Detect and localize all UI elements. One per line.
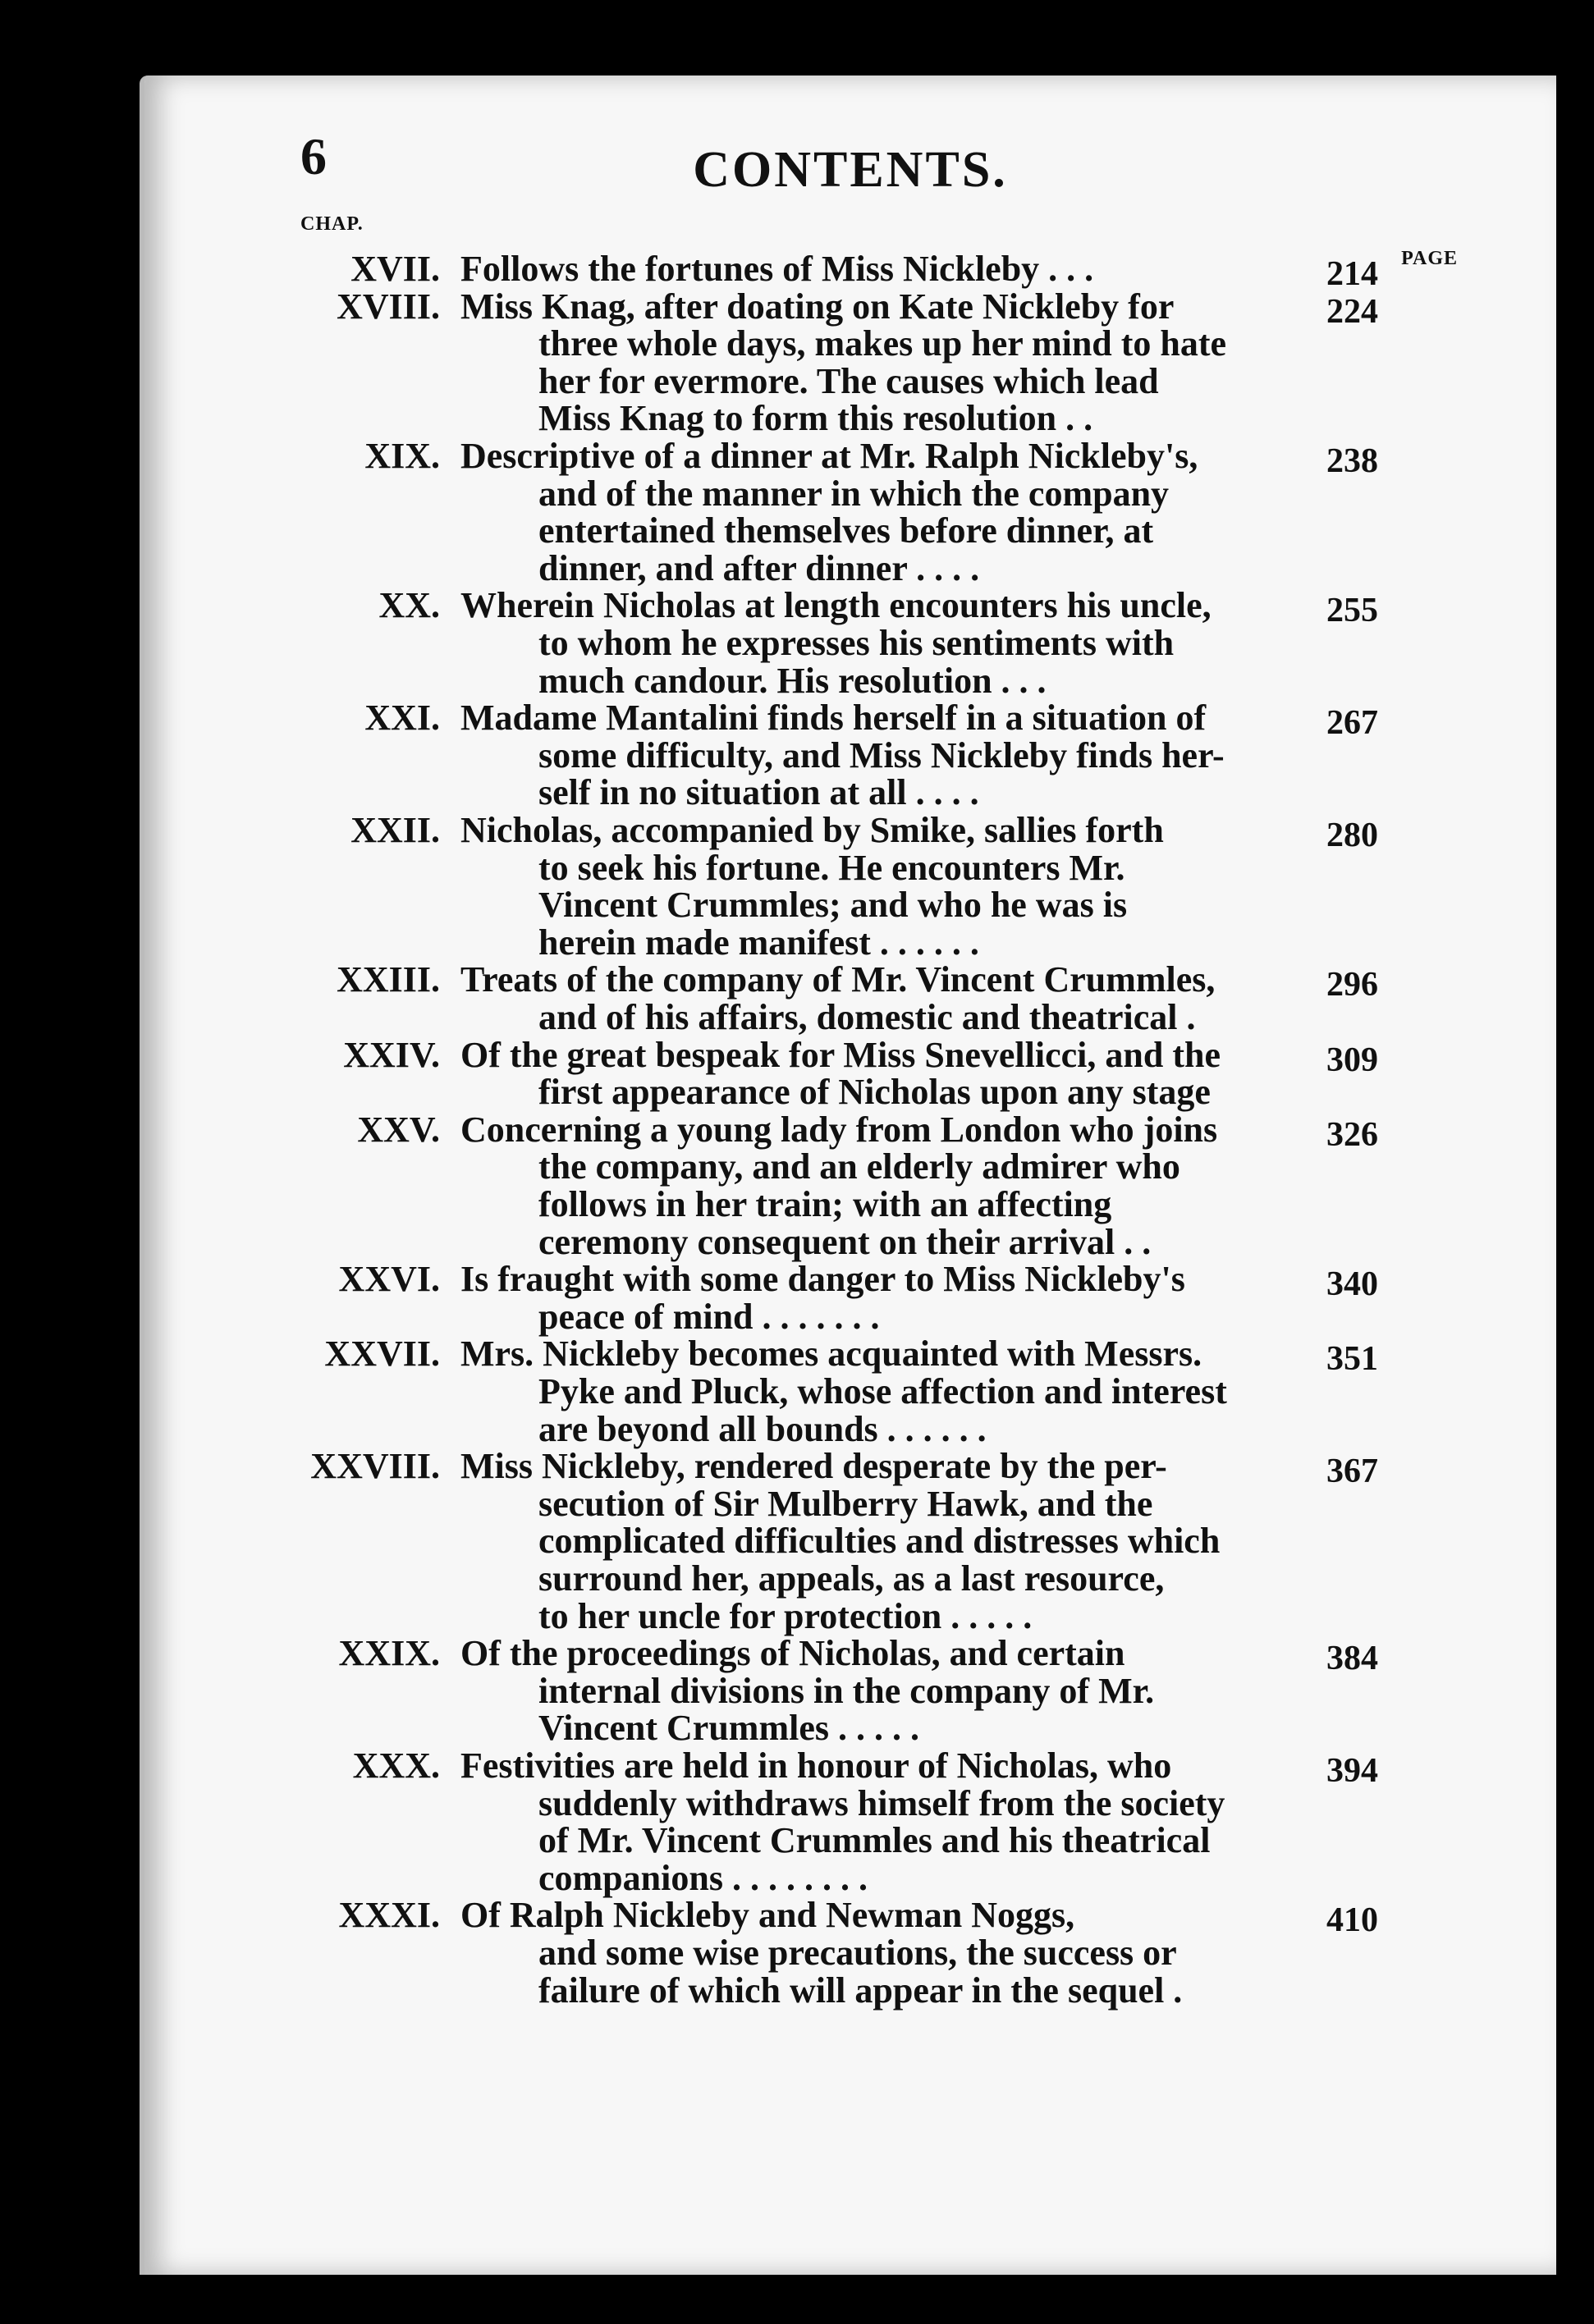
page-title: CONTENTS. — [693, 142, 1008, 198]
chapter-title-line: Of the great bespeak for Miss Snevellicci, and the — [460, 1034, 1221, 1075]
chapter-title-line: herein made manifest . . . . . . — [538, 922, 979, 963]
chapter-title-line: Of Ralph Nickleby and Newman Noggs, — [460, 1895, 1075, 1936]
chapter-title-line: are beyond all bounds . . . . . . — [538, 1408, 987, 1449]
chapter-title-line: Madame Mantalini finds herself in a situation of — [460, 698, 1207, 739]
chapter-title-line: and of the manner in which the company — [538, 473, 1170, 514]
chapter-title-line: complicated difficulties and distresses which — [538, 1521, 1221, 1562]
chapter-numeral: XXII. — [350, 810, 440, 850]
page-reference: 296 — [1326, 966, 1378, 1004]
chapter-numeral: XXX. — [352, 1745, 440, 1786]
chapter-numeral: XXV. — [357, 1109, 440, 1150]
chapter-numeral: XXIV. — [343, 1034, 440, 1075]
page-reference: 224 — [1326, 292, 1378, 331]
chapter-title-line: three whole days, makes up her mind to hate — [538, 323, 1227, 364]
chapter-title-line: ceremony consequent on their arrival . . — [538, 1221, 1152, 1262]
chapter-title-line: her for evermore. The causes which lead — [538, 360, 1159, 401]
chapter-numeral: XX. — [378, 585, 440, 626]
page-reference: 394 — [1326, 1752, 1378, 1790]
chapter-title-line: dinner, and after dinner . . . . — [538, 547, 980, 588]
chapter-title-line: companions . . . . . . . . — [538, 1857, 868, 1898]
chapter-numeral: XVIII. — [337, 286, 440, 327]
chapter-title-line: much candour. His resolution . . . — [538, 660, 1047, 701]
chapter-title-line: Treats of the company of Mr. Vincent Crummles, — [460, 959, 1216, 1000]
page-column-label: PAGE — [1401, 248, 1458, 269]
chapter-numeral: XXVIII. — [310, 1446, 440, 1487]
chapter-title-line: surround her, appeals, as a last resource, — [538, 1558, 1165, 1599]
page-reference: 214 — [1326, 255, 1378, 293]
chapter-numeral: XXXI. — [338, 1895, 440, 1936]
chapter-title-line: the company, and an elderly admirer who — [538, 1146, 1180, 1187]
chapter-title-line: some difficulty, and Miss Nickleby finds her- — [538, 734, 1225, 775]
chapter-title-line: entertained themselves before dinner, at — [538, 510, 1154, 551]
chapter-title-line: suddenly withdraws himself from the society — [538, 1782, 1225, 1823]
chapter-title-line: Vincent Crummles; and who he was is — [538, 885, 1128, 926]
chapter-title-line: Miss Nickleby, rendered desperate by the per- — [460, 1446, 1167, 1487]
chapter-numeral: XXIII. — [337, 959, 440, 1000]
chapter-numeral: XXI. — [364, 698, 440, 739]
chapter-title-line: Concerning a young lady from London who joins — [460, 1109, 1218, 1150]
chapter-numeral: XXIX. — [338, 1633, 440, 1674]
chapter-title-line: to whom he expresses his sentiments with — [538, 622, 1175, 663]
chapter-title-line: Nicholas, accompanied by Smike, sallies forth — [460, 810, 1164, 850]
page-reference: 410 — [1326, 1901, 1378, 1940]
chapter-title-line: Vincent Crummles . . . . . — [538, 1708, 919, 1749]
chapter-title-line: Of the proceedings of Nicholas, and certain — [460, 1633, 1125, 1674]
chapter-title-line: and some wise precautions, the success or — [538, 1932, 1177, 1973]
page-reference: 267 — [1326, 704, 1378, 743]
chapter-title-line: Miss Knag to form this resolution . . — [538, 398, 1093, 439]
chapter-title-line: Festivities are held in honour of Nicholas, who — [460, 1745, 1172, 1786]
chapter-title-line: failure of which will appear in the sequel . — [538, 1969, 1183, 2011]
chapter-title-line: secution of Sir Mulberry Hawk, and the — [538, 1483, 1153, 1524]
chap-column-label: CHAP. — [300, 213, 364, 235]
page-reference: 326 — [1326, 1115, 1378, 1154]
page-reference: 255 — [1326, 592, 1378, 630]
chapter-title-line: Descriptive of a dinner at Mr. Ralph Nickleby's, — [460, 436, 1198, 476]
page-reference: 238 — [1326, 442, 1378, 480]
page-reference: 280 — [1326, 817, 1378, 854]
chapter-title-line: to her uncle for protection . . . . . — [538, 1595, 1033, 1636]
page-number: 6 — [300, 127, 327, 185]
page-reference: 367 — [1326, 1452, 1378, 1491]
page-reference: 340 — [1326, 1265, 1378, 1304]
chapter-title-line: and of his affairs, domestic and theatrical . — [538, 996, 1196, 1037]
chapter-title-line: peace of mind . . . . . . . — [538, 1296, 880, 1337]
chapter-title-line: Wherein Nicholas at length encounters his uncle, — [460, 585, 1212, 626]
page-reference: 351 — [1326, 1340, 1378, 1379]
chapter-title-line: Is fraught with some danger to Miss Nickleby's — [460, 1259, 1185, 1300]
chapter-title-line: follows in her train; with an affecting — [538, 1183, 1112, 1224]
chapter-numeral: XXVII. — [324, 1334, 440, 1375]
chapter-title-line: Follows the fortunes of Miss Nickleby . . . — [460, 249, 1094, 289]
chapter-numeral: XVII. — [350, 249, 440, 289]
chapter-numeral: XXVI. — [338, 1259, 440, 1300]
chapter-title-line: self in no situation at all . . . . — [538, 772, 979, 813]
chapter-title-line: Mrs. Nickleby becomes acquainted with Messrs. — [460, 1334, 1202, 1375]
page-reference: 384 — [1326, 1640, 1378, 1678]
chapter-numeral: XIX. — [364, 436, 440, 476]
chapter-title-line: Miss Knag, after doating on Kate Nickleby for — [460, 286, 1175, 327]
page-reference: 309 — [1326, 1041, 1378, 1079]
book-page — [140, 75, 1556, 2275]
chapter-title-line: Pyke and Pluck, whose affection and interest — [538, 1370, 1227, 1411]
chapter-title-line: to seek his fortune. He encounters Mr. — [538, 847, 1125, 888]
chapter-title-line: internal divisions in the company of Mr. — [538, 1670, 1155, 1711]
chapter-title-line: of Mr. Vincent Crummles and his theatrical — [538, 1820, 1211, 1861]
chapter-title-line: first appearance of Nicholas upon any stage — [538, 1072, 1211, 1113]
